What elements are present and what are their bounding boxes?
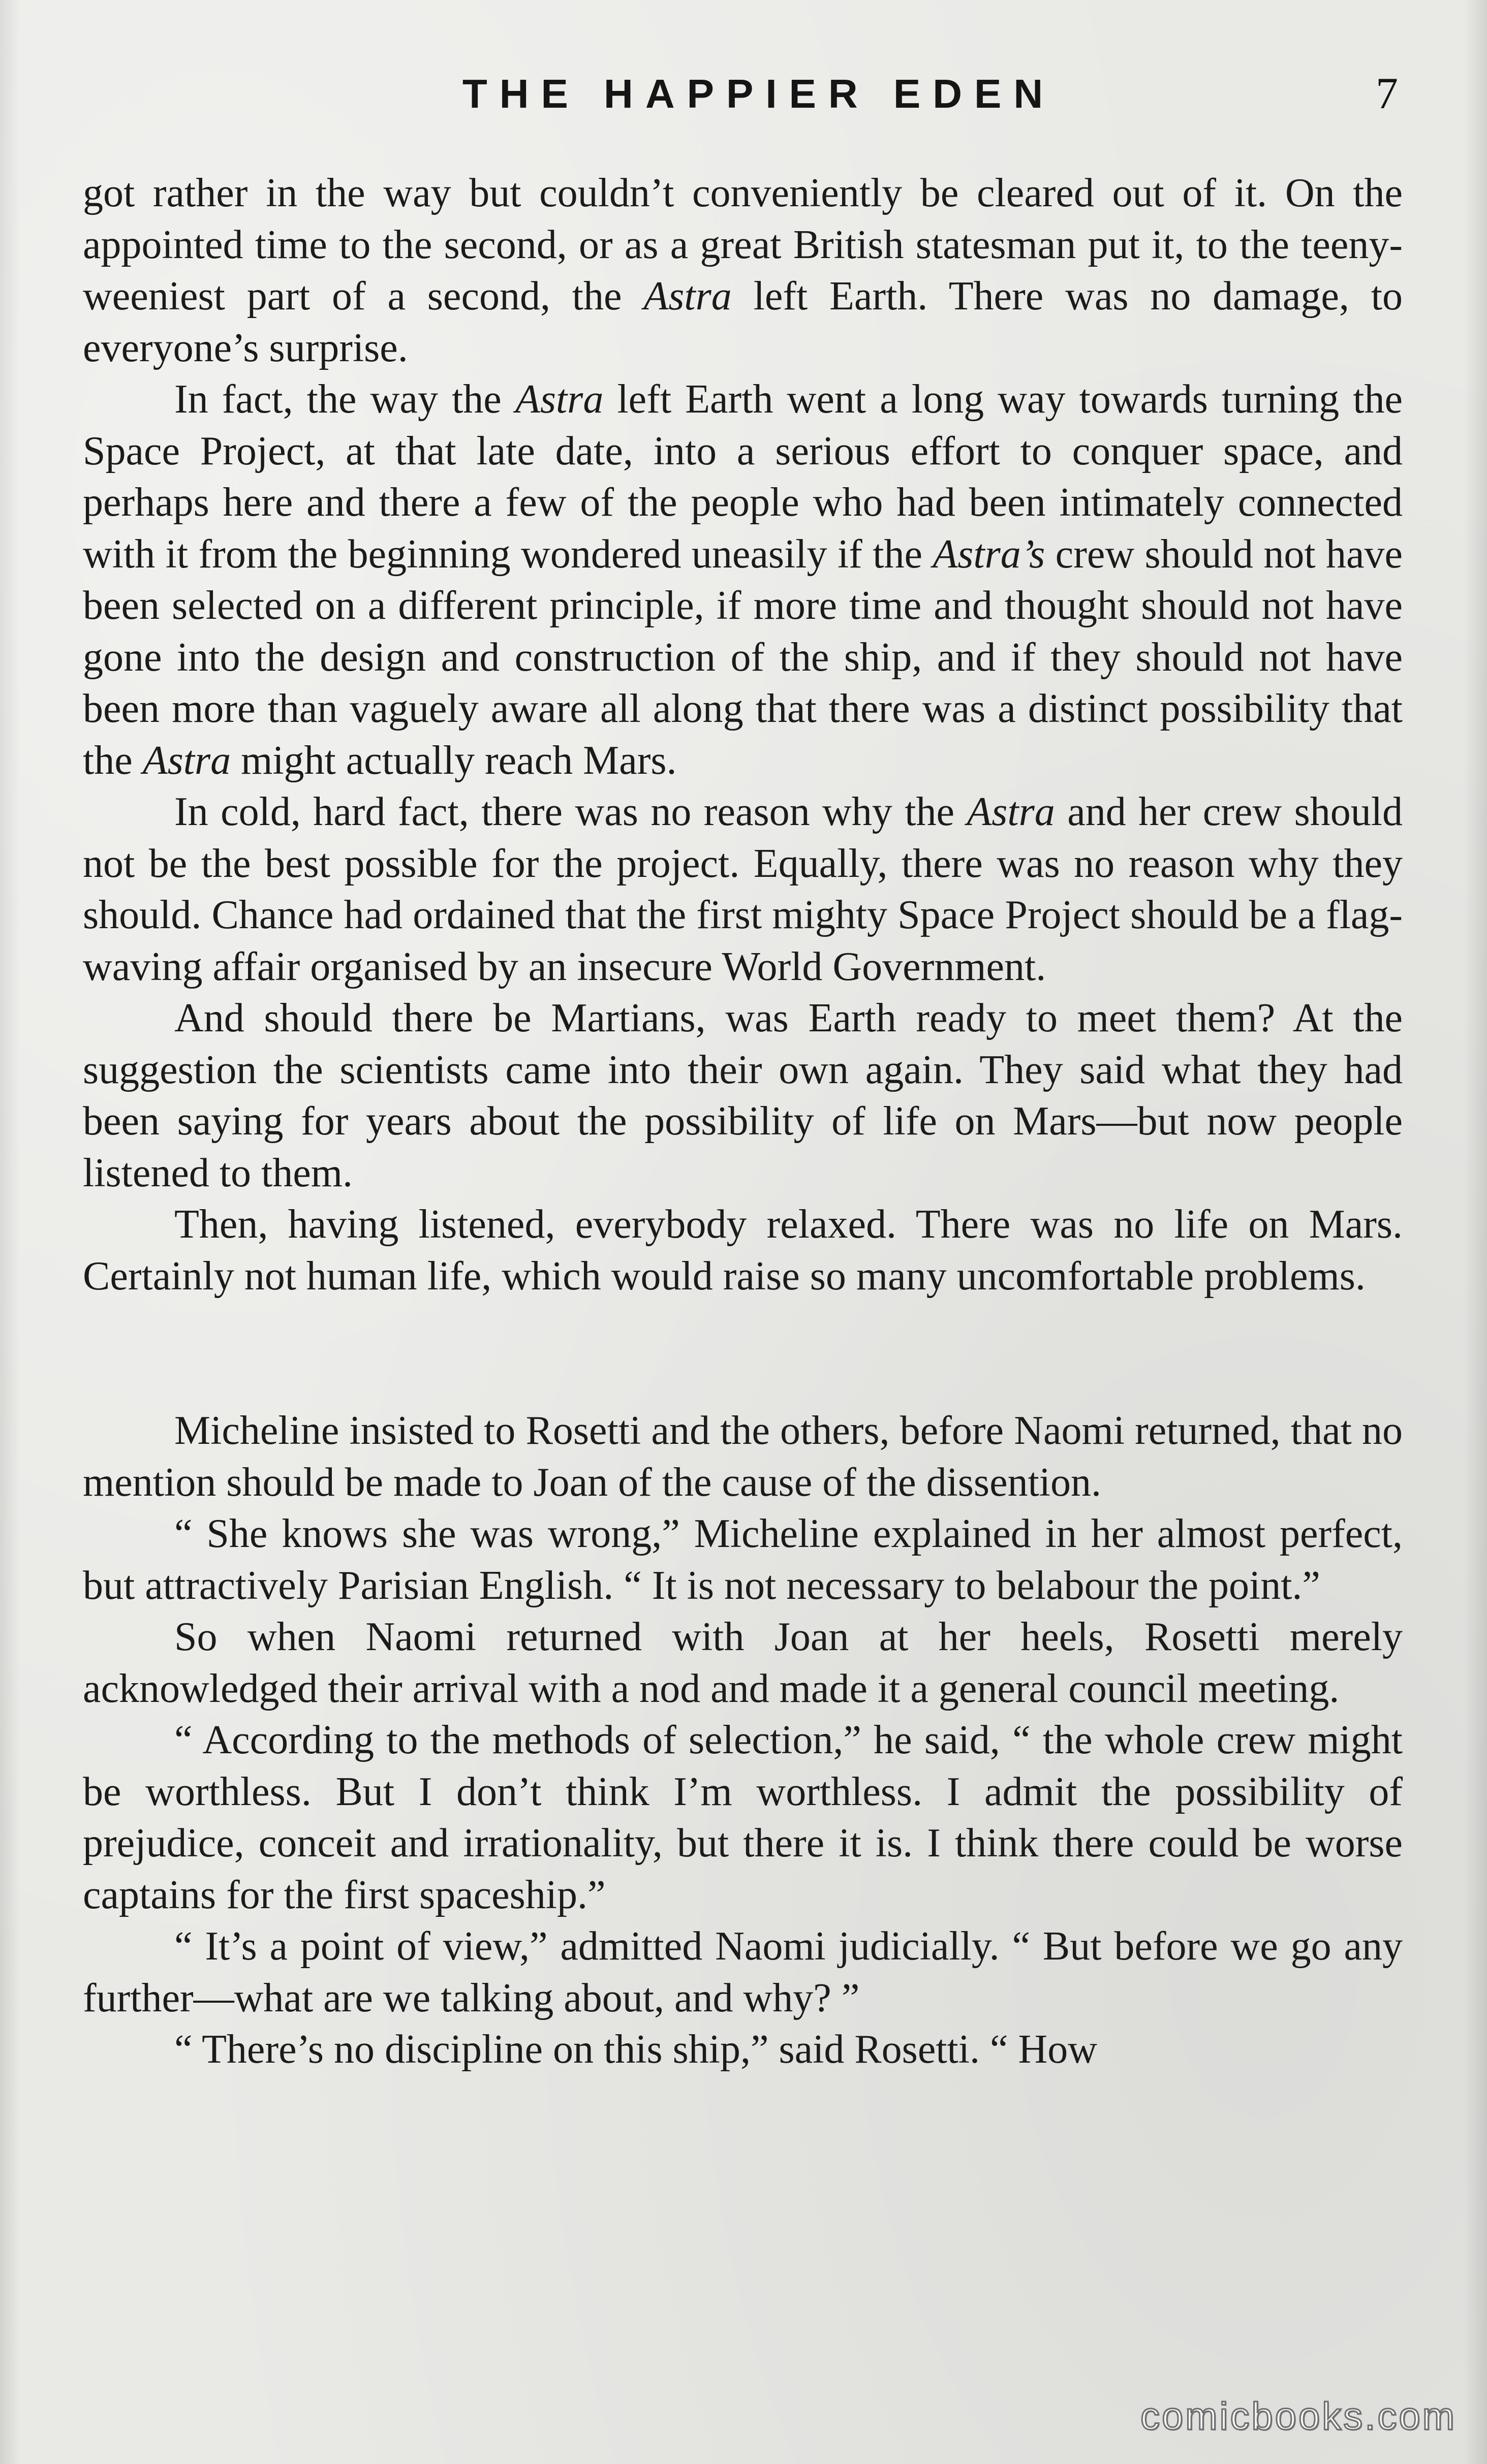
watermark-logo: comicbooks.com xyxy=(1140,2395,1457,2438)
text-run: Then, having listened, everybody relaxed. There was no life on Mars. Certainly not human life, which would raise so many uncomfortable problems. xyxy=(83,1202,1403,1299)
paragraph xyxy=(83,1508,1403,1612)
text-run: might actually reach Mars. xyxy=(231,738,677,783)
text-run: So when Naomi returned with Joan at her heels, Rosetti merely acknowledged their arrival with a nod and made it a general council meeting. xyxy=(83,1615,1403,1711)
text-run: crew should not have been selected on a different principle, if more time and thought should not have gone into the design and construction of the ship, and if they should not have been more than vaguely aware all along that there was a distinct possibility that the xyxy=(83,531,1403,783)
paragraph xyxy=(83,993,1403,1199)
body-text xyxy=(83,168,1403,2076)
text-run: And should there be Martians, was Earth ready to meet them? At the suggestion the scientists came into their own again. They said what they had been saying for years about the possibility of life on Mars—but now people listened to them. xyxy=(83,996,1403,1195)
text-run: got rather in the way but couldn’t conveniently be cleared out of it. On the appointed time to the second, or as a great British statesman put it, to the teeny-weeniest part of a second, the xyxy=(83,171,1403,319)
text-run: “ According to the methods of selection,” he said, “ the whole crew might be worthless. But I don’t think I’m worthless. I admit the possibility of prejudice, conceit and irrationality, but there it is. I think there could be worse captains for the first spaceship.” xyxy=(83,1718,1403,1917)
text-run: “ She knows she was wrong,” Micheline explained in her almost perfect, but attractively Parisian English. “ It is not necessary to belabour the point.” xyxy=(83,1511,1403,1608)
paragraph xyxy=(83,2024,1403,2076)
text-run: and her crew should not be the best possible for the project. Equally, there was no reason why they should. Chance had ordained that the first mighty Space Project should be a flag-waving affair organised by an insecure World Government. xyxy=(83,789,1403,989)
paragraph xyxy=(83,1921,1403,2024)
italic-text: Astra xyxy=(967,789,1055,834)
text-run: In fact, the way the xyxy=(174,377,515,422)
paragraph xyxy=(83,168,1403,374)
text-run: “ It’s a point of view,” admitted Naomi judicially. “ But before we go any further—what are we talking about, and why? ” xyxy=(83,1924,1403,2020)
text-run: left Earth. There was no damage, to everyone’s surprise. xyxy=(83,274,1403,370)
running-head xyxy=(0,66,1487,122)
text-run: In cold, hard fact, there was no reason why the xyxy=(174,789,967,834)
paragraph xyxy=(83,1199,1403,1302)
italic-text: Astra xyxy=(515,377,604,422)
italic-text: Astra xyxy=(643,274,732,319)
paragraph xyxy=(83,1405,1403,1508)
text-run: left Earth went a long way towards turning the Space Project, at that late date, into a serious effort to conquer space, and perhaps here and there a few of the people who had been intimately connected with it from the beginning wondered uneasily if the xyxy=(83,377,1403,577)
paragraph xyxy=(83,1715,1403,1921)
text-run: Micheline insisted to Rosetti and the others, before Naomi returned, that no mention should be made to Joan of the cause of the dissention. xyxy=(83,1408,1403,1505)
italic-text: Astra xyxy=(142,738,231,783)
text-run: “ There’s no discipline on this ship,” said Rosetti. “ How xyxy=(174,2027,1098,2072)
paragraph xyxy=(83,374,1403,786)
italic-text: Astra’s xyxy=(933,531,1045,577)
page-number: 7 xyxy=(1376,69,1398,118)
running-title: THE HAPPIER EDEN xyxy=(462,71,1056,116)
paragraph xyxy=(83,1612,1403,1715)
paragraph xyxy=(83,786,1403,993)
